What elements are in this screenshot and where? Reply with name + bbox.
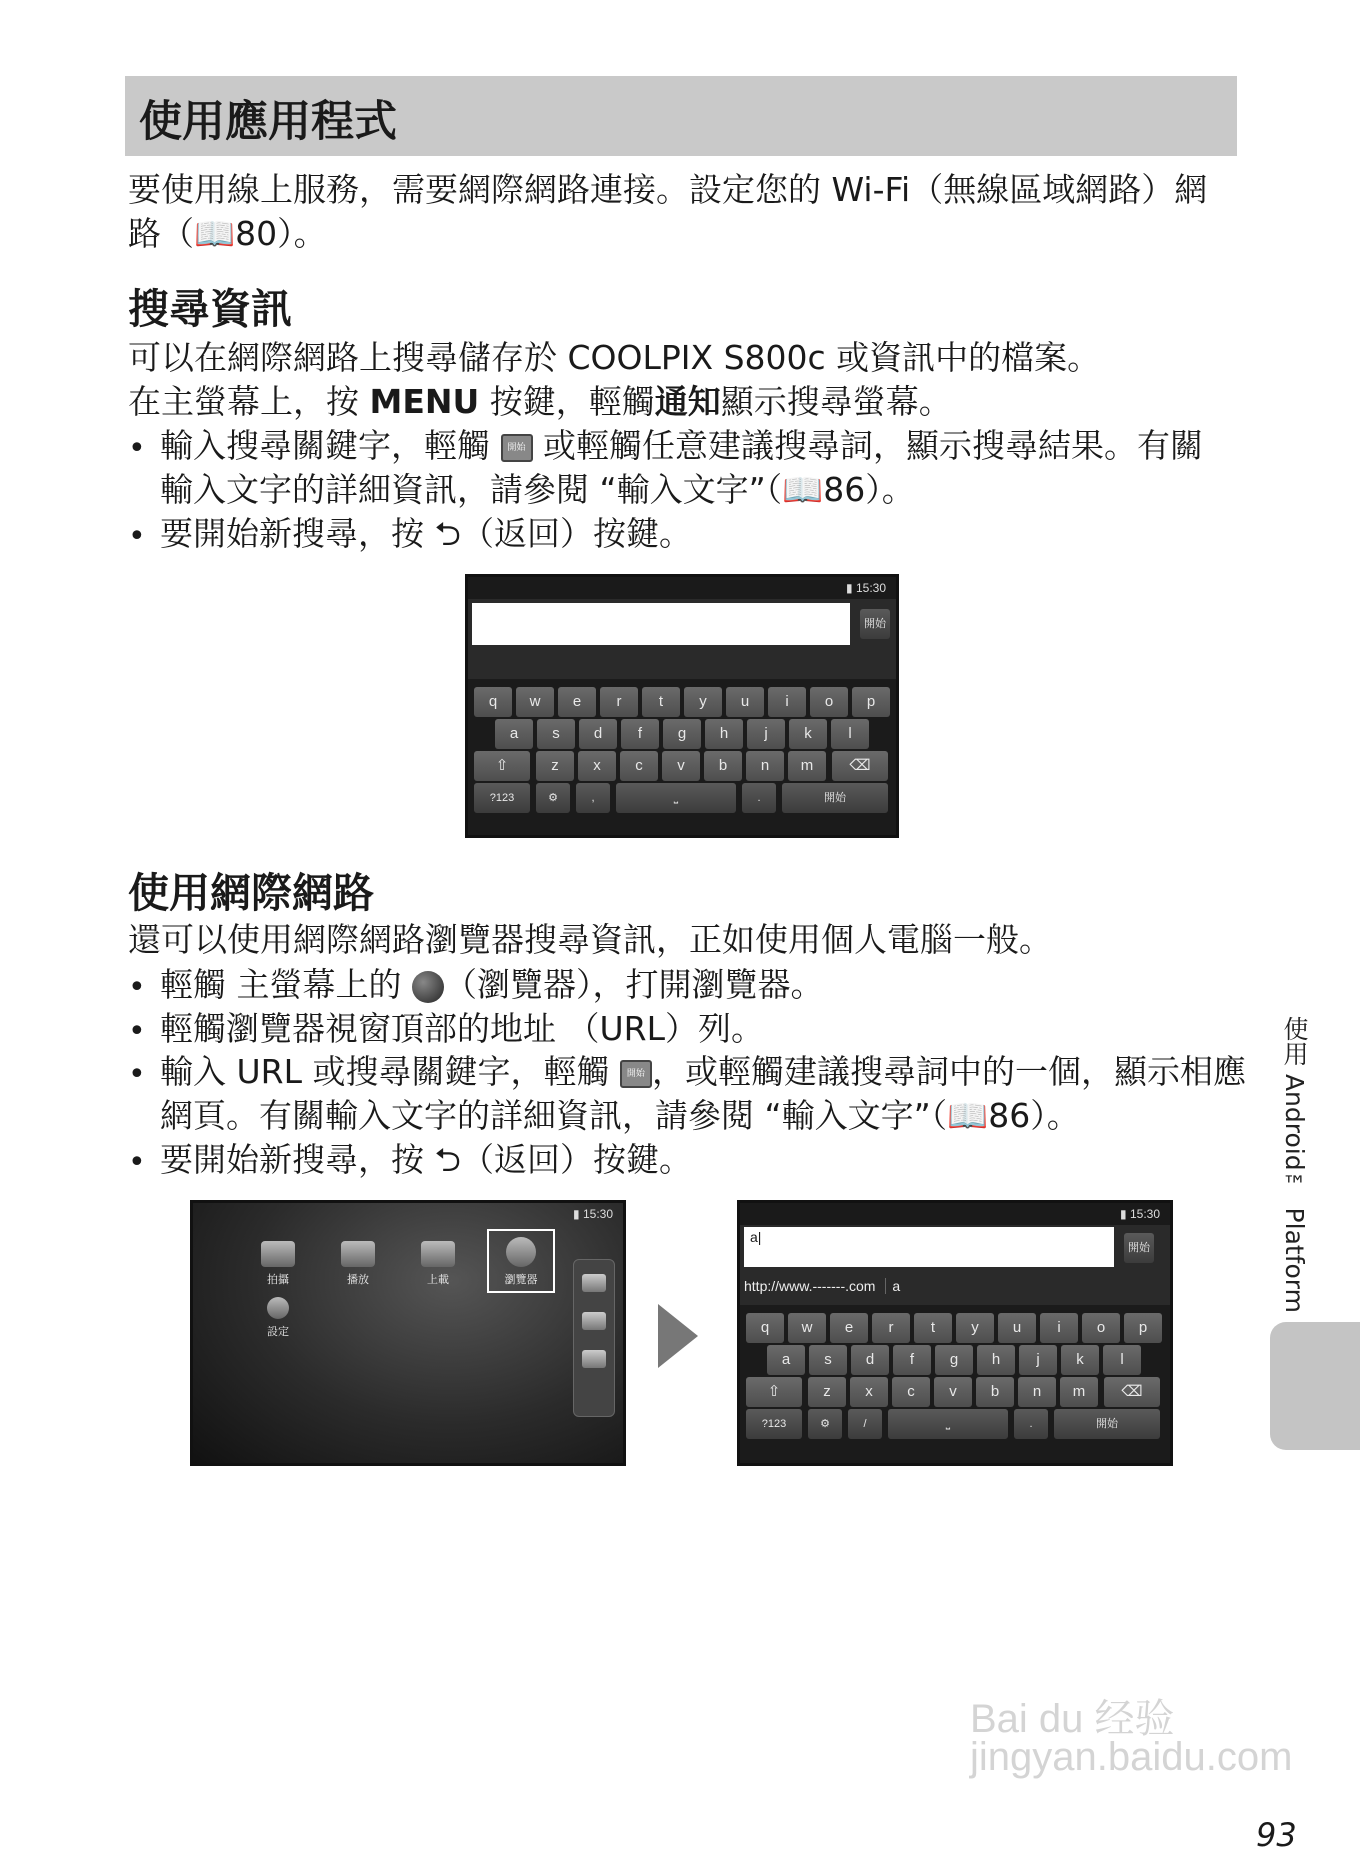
- book-ref-icon: 📖: [782, 470, 824, 509]
- bullet-dot: •: [128, 970, 146, 1005]
- key-p[interactable]: p: [852, 687, 890, 717]
- key-s[interactable]: s: [537, 719, 575, 749]
- key-t[interactable]: t: [914, 1313, 952, 1343]
- key-u[interactable]: u: [998, 1313, 1036, 1343]
- key-l[interactable]: l: [1103, 1345, 1141, 1375]
- upload-icon: [421, 1241, 455, 1267]
- key-r[interactable]: r: [872, 1313, 910, 1343]
- search-bullet-2: 要開始新搜尋，按 ⮌（返回）按鍵。: [160, 514, 692, 553]
- key-a[interactable]: a: [495, 719, 533, 749]
- grid-icon: [582, 1312, 606, 1330]
- search-bullet-1: 輸入搜尋關鍵字，輕觸 開始 或輕觸任意建議搜尋詞，顯示搜尋結果。有關 輸入文字的詳細資訊，請參閱 “輸入文字”（📖86）。: [160, 426, 1203, 509]
- side-tab-label: 使用 Android™ Platform: [1280, 1016, 1309, 1313]
- back-icon: ⮌: [434, 1140, 461, 1179]
- key-z[interactable]: z: [808, 1377, 846, 1407]
- internet-bullet-3: 輸入 URL 或搜尋關鍵字，輕觸 開始 ，或輕觸建議搜尋詞中的一個，顯示相應 網頁。有關輸入文字的詳細資訊，請參閱 “輸入文字”（📖86）。: [160, 1052, 1246, 1135]
- key-i[interactable]: i: [1040, 1313, 1078, 1343]
- gear-icon: [267, 1297, 289, 1319]
- period-key[interactable]: .: [1014, 1409, 1048, 1439]
- browser-screen: [737, 1200, 1173, 1466]
- key-f[interactable]: f: [621, 719, 659, 749]
- playback-icon: [582, 1274, 606, 1292]
- key-x[interactable]: x: [850, 1377, 888, 1407]
- search-input[interactable]: [472, 603, 850, 645]
- key-n[interactable]: n: [1018, 1377, 1056, 1407]
- bullet-dot: •: [128, 1014, 146, 1049]
- backspace-key[interactable]: ⌫: [832, 751, 888, 781]
- bullet-dot: •: [128, 1145, 146, 1180]
- key-w[interactable]: w: [516, 687, 554, 717]
- app-shoot[interactable]: 拍攝: [243, 1241, 313, 1287]
- key-j[interactable]: j: [747, 719, 785, 749]
- book-ref-icon: 📖: [194, 214, 236, 253]
- key-q[interactable]: q: [474, 687, 512, 717]
- browser-start-button[interactable]: 開始: [1124, 1233, 1154, 1263]
- battery-icon: ▮: [1120, 1207, 1127, 1221]
- section-title-bar: [125, 76, 1237, 156]
- symbols-key[interactable]: ?123: [474, 783, 530, 813]
- side-tab: [1270, 1322, 1360, 1450]
- key-v[interactable]: v: [662, 751, 700, 781]
- key-j[interactable]: j: [1019, 1345, 1057, 1375]
- key-x[interactable]: x: [578, 751, 616, 781]
- key-u[interactable]: u: [726, 687, 764, 717]
- key-c[interactable]: c: [892, 1377, 930, 1407]
- settings-key[interactable]: ⚙: [808, 1409, 842, 1439]
- key-v[interactable]: v: [934, 1377, 972, 1407]
- space-key[interactable]: ⎵: [616, 783, 736, 813]
- key-i[interactable]: i: [768, 687, 806, 717]
- key-k[interactable]: k: [1061, 1345, 1099, 1375]
- key-b[interactable]: b: [704, 751, 742, 781]
- key-e[interactable]: e: [558, 687, 596, 717]
- search-start-button[interactable]: 開始: [860, 609, 890, 639]
- key-a[interactable]: a: [767, 1345, 805, 1375]
- status-bar: ▮ 15:30: [573, 1207, 613, 1221]
- book-ref-icon: 📖: [947, 1096, 989, 1135]
- key-g[interactable]: g: [663, 719, 701, 749]
- suggestion-bar[interactable]: [744, 1273, 1162, 1299]
- internet-heading: 使用網際網路: [128, 869, 374, 917]
- search-heading: 搜尋資訊: [128, 285, 292, 333]
- key-l[interactable]: l: [831, 719, 869, 749]
- shift-key[interactable]: ⇧: [746, 1377, 802, 1407]
- internet-bullet-4: 要開始新搜尋，按 ⮌（返回）按鍵。: [160, 1140, 692, 1179]
- suggestion-word[interactable]: a: [885, 1278, 900, 1294]
- key-d[interactable]: d: [579, 719, 617, 749]
- key-t[interactable]: t: [642, 687, 680, 717]
- bullet-dot: •: [128, 1057, 146, 1092]
- battery-icon: ▮: [573, 1207, 580, 1221]
- playback-icon: [341, 1241, 375, 1267]
- globe-icon: [506, 1237, 536, 1267]
- key-f[interactable]: f: [893, 1345, 931, 1375]
- period-key[interactable]: .: [742, 783, 776, 813]
- internet-paragraph: 還可以使用網際網路瀏覽器搜尋資訊，正如使用個人電腦一般。: [128, 920, 1052, 959]
- key-y[interactable]: y: [956, 1313, 994, 1343]
- start-button-icon: 開始: [620, 1060, 652, 1088]
- key-g[interactable]: g: [935, 1345, 973, 1375]
- home-screen: [190, 1200, 626, 1466]
- url-input[interactable]: a|: [744, 1227, 1114, 1267]
- keyboard: [740, 1305, 1170, 1463]
- shift-key[interactable]: ⇧: [474, 751, 530, 781]
- key-k[interactable]: k: [789, 719, 827, 749]
- backspace-key[interactable]: ⌫: [1104, 1377, 1160, 1407]
- key-s[interactable]: s: [809, 1345, 847, 1375]
- app-browser[interactable]: 瀏覽器: [487, 1229, 555, 1293]
- key-n[interactable]: n: [746, 751, 784, 781]
- key-q[interactable]: q: [746, 1313, 784, 1343]
- key-o[interactable]: o: [1082, 1313, 1120, 1343]
- key-w[interactable]: w: [788, 1313, 826, 1343]
- status-bar: ▮ 15:30: [740, 1203, 1170, 1225]
- camera-icon: [582, 1350, 606, 1368]
- key-p[interactable]: p: [1124, 1313, 1162, 1343]
- key-m[interactable]: m: [788, 751, 826, 781]
- slash-key[interactable]: /: [848, 1409, 882, 1439]
- app-drawer-tab[interactable]: [573, 1259, 615, 1417]
- key-b[interactable]: b: [976, 1377, 1014, 1407]
- back-icon: ⮌: [434, 514, 461, 553]
- internet-bullet-2: 輕觸瀏覽器視窗頂部的地址 （URL）列。: [160, 1009, 764, 1048]
- key-h[interactable]: h: [705, 719, 743, 749]
- search-paragraph-2: 在主螢幕上，按 MENU 按鍵，輕觸通知顯示搜尋螢幕。: [128, 382, 952, 421]
- battery-icon: ▮: [846, 581, 853, 595]
- suggestion-url[interactable]: http://www.-------.com: [744, 1278, 876, 1294]
- browser-icon: [412, 971, 444, 1003]
- bullet-dot: •: [128, 519, 146, 554]
- key-h[interactable]: h: [977, 1345, 1015, 1375]
- key-z[interactable]: z: [536, 751, 574, 781]
- key-r[interactable]: r: [600, 687, 638, 717]
- key-y[interactable]: y: [684, 687, 722, 717]
- camera-icon: [261, 1241, 295, 1267]
- search-screen: [465, 574, 899, 838]
- internet-bullet-1: 輕觸 主螢幕上的 （瀏覽器），打開瀏覽器。: [160, 965, 824, 1004]
- app-playback[interactable]: 播放: [323, 1241, 393, 1287]
- space-key[interactable]: ⎵: [888, 1409, 1008, 1439]
- symbols-key[interactable]: ?123: [746, 1409, 802, 1439]
- key-c[interactable]: c: [620, 751, 658, 781]
- search-paragraph-1: 可以在網際網路上搜尋儲存於 COOLPIX S800c 或資訊中的檔案。: [128, 338, 1101, 377]
- start-key[interactable]: 開始: [782, 783, 888, 813]
- keyboard: [468, 679, 896, 835]
- page-number: 93: [1256, 1816, 1297, 1854]
- intro-paragraph: 要使用線上服務，需要網際網路連接。設定您的 Wi-Fi（無線區域網路）網 路（📖80）。: [128, 170, 1208, 253]
- start-button-icon: 開始: [501, 434, 533, 462]
- app-upload[interactable]: 上載: [403, 1241, 473, 1287]
- key-o[interactable]: o: [810, 687, 848, 717]
- comma-key[interactable]: ,: [576, 783, 610, 813]
- bullet-dot: •: [128, 431, 146, 466]
- settings-key[interactable]: ⚙: [536, 783, 570, 813]
- section-title: 使用應用程式: [139, 97, 397, 147]
- watermark: Bai du 经验 jingyan.baidu.com: [970, 1697, 1293, 1779]
- start-key[interactable]: 開始: [1054, 1409, 1160, 1439]
- arrow-right-icon: [658, 1304, 698, 1368]
- status-bar: ▮ 15:30: [468, 577, 896, 599]
- key-m[interactable]: m: [1060, 1377, 1098, 1407]
- key-d[interactable]: d: [851, 1345, 889, 1375]
- key-e[interactable]: e: [830, 1313, 868, 1343]
- app-settings[interactable]: 設定: [243, 1297, 313, 1339]
